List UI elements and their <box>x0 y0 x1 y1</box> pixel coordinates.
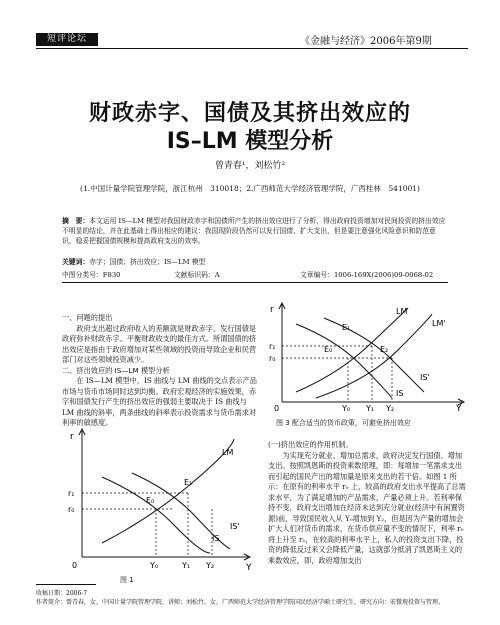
document-code: 文献标识码：A <box>174 271 220 279</box>
section-heading-1: 一、问题的提出 <box>62 313 113 322</box>
journal-header: 《金融与经济》2006年第9期 <box>300 36 432 47</box>
paper-title-line1: 财政赤字、国债及其挤出效应的 <box>88 101 411 126</box>
left-column <box>62 313 258 429</box>
fig1-r1-label: r₁ <box>68 489 75 498</box>
fig1-e0-label: E₀ <box>146 496 155 505</box>
section-heading-2: 二、挤出效应的 IS—LM 模型分析 <box>62 365 170 375</box>
figure-3-islm-diagram <box>268 300 468 412</box>
figure-1-islm-diagram <box>62 425 258 573</box>
header-rule <box>36 48 468 49</box>
figure-3-caption: 图 3 配合适当的货币政策，可避免挤出效应 <box>276 419 411 427</box>
article-number: 文章编号：1006-169X(2006)09-0068-02 <box>300 271 434 279</box>
fig1-e1-label: E₁ <box>184 478 193 487</box>
keywords-text: 赤字；国债；挤出效应；IS—LM 模型 <box>89 258 206 266</box>
abstract-text: 本文运用 IS—LM 模型对我国财政赤字和国债所产生的挤出效应进行了分析，得出政府投资增加对民间投资的挤出效应不明显的结论，并在此基础上得出相应的建议：我国现阶段仍然可以发行国债、扩大支出，但是要注意强化风险意识和防范意识，稳妥把握国债规模和提高政府支出的效率。 <box>62 217 446 245</box>
fig3-Y-label: Y <box>456 404 462 412</box>
fig3-lm2-curve <box>316 314 432 398</box>
fig3-is-label: IS <box>396 389 404 398</box>
authors: 曾青春¹，刘松竹² <box>214 161 286 171</box>
fig3-origin: 0 <box>274 404 280 412</box>
clc-number: 中图分类号：F830 <box>62 271 121 279</box>
fig3-r-label: r <box>270 305 274 315</box>
fig3-e1-label: E₁ <box>342 323 351 332</box>
fig3-y2-label: Y₂ <box>386 404 395 412</box>
abstract-label: 摘 要： <box>62 217 90 225</box>
fig3-lm2-label: LM' <box>432 319 446 328</box>
fig3-y1-label: Y₁ <box>366 404 375 412</box>
right-column <box>268 440 466 566</box>
fig3-lm-curve <box>296 308 408 392</box>
keywords <box>62 256 448 266</box>
fig3-is2-label: IS' <box>420 373 430 382</box>
keywords-label: 关键词： <box>62 258 90 266</box>
paragraph-2: 在 IS—LM 模型中，IS 曲线与 LM 曲线的交点表示产品市场与货币市场同时达到均衡。政府宏观经济的实施效果，赤字和国债发行产生的挤出效应的强弱主要取决于 IS 曲线与 LM 曲线的斜率，两条曲线的斜率表示投资需求与货币需求对利率的敏感度。 <box>62 376 257 427</box>
fig1-y2-label: Y₂ <box>206 561 215 570</box>
subsection-heading: (一)挤出效应的作用机制。 <box>268 440 353 449</box>
fig3-r1-label: r₁ <box>269 342 276 351</box>
fig1-lm-label: LM <box>222 448 234 457</box>
fig3-r0-label: r₀ <box>269 354 276 363</box>
affiliation: (1.中国计量学院管理学院，浙江杭州 310018；2.广西师范大学经济管理学院，广西桂林 541001) <box>80 184 420 193</box>
author-bio: 作者简介：曾青春，女，中国计量学院管理学院，讲师；刘松竹，女，广西师范大学经济管理学院国民经济学硕士研究生，研究方向：宏微观投资与管理。 <box>36 599 445 606</box>
fig3-e2-label: E₂ <box>380 345 389 354</box>
right-paragraph: 为实现充分就业、增加总需求，政府决定发行国债、增加支出。按照凯恩斯的投资乘数原理，即：每增加一笔需求支出而引起的国民产出的增加量是原来支出的若干倍。如图 1 所示：在原有的利率水平 r₀ 上，较高的政府支出水平提高了总需求水平，为了满足增加的产品需求，产量必须上升。若利率保持不变，政府支出增加在经济未达到充分就业(经济中有闲置资源)前，导致国民收入从 Y₀增加到 Y₂，但是因为产量的增加会扩大人们对货币的需求，在货币供应量不变的情况下，利率 r₀ 将上升至 r₁，在较高的利率水平上，私人的投资支出下降，投资的降低反过来又会降低产量，这就部分抵消了凯恩斯主义的乘数效应，即，政府增加支出 <box>268 450 466 565</box>
fig3-e0-label: E₀ <box>324 345 333 354</box>
fig3-lm-label: LM <box>396 307 408 316</box>
footnote-rule <box>36 584 96 585</box>
paragraph-1: 政府支出超过政府收入的差额就是财政赤字，发行国债是政府弥补财政赤字、平衡财政收支的最佳方式。所谓国债的挤出效应是指由于政府增加对某些领域的投资而导致企业和民营部门对这些领域投资减少。 <box>62 323 257 364</box>
fig1-is-label: IS <box>212 534 220 543</box>
fig1-r0-label: r₀ <box>68 505 75 514</box>
fig1-origin: 0 <box>72 561 78 570</box>
section-badge: 短评论坛 <box>36 33 98 46</box>
paper-title-line2: IS–LM 模型分析 <box>166 129 334 154</box>
fig1-is2-label: IS' <box>230 522 240 531</box>
fig1-y0-label: Y₀ <box>150 561 159 570</box>
received-date: 收稿日期：2006-7 <box>36 590 88 597</box>
abstract <box>62 216 448 246</box>
fig1-lm-curve <box>102 439 234 543</box>
fig3-is2-curve <box>324 318 424 392</box>
fig1-y1-label: Y₁ <box>182 561 191 570</box>
meta-rule <box>62 282 448 283</box>
figure-1-caption: 图 1 <box>120 576 134 584</box>
fig3-y0-label: Y₀ <box>342 404 351 412</box>
footnote <box>36 589 468 607</box>
fig1-Y-label: Y <box>246 563 252 573</box>
fig1-r-label: r <box>70 432 74 442</box>
